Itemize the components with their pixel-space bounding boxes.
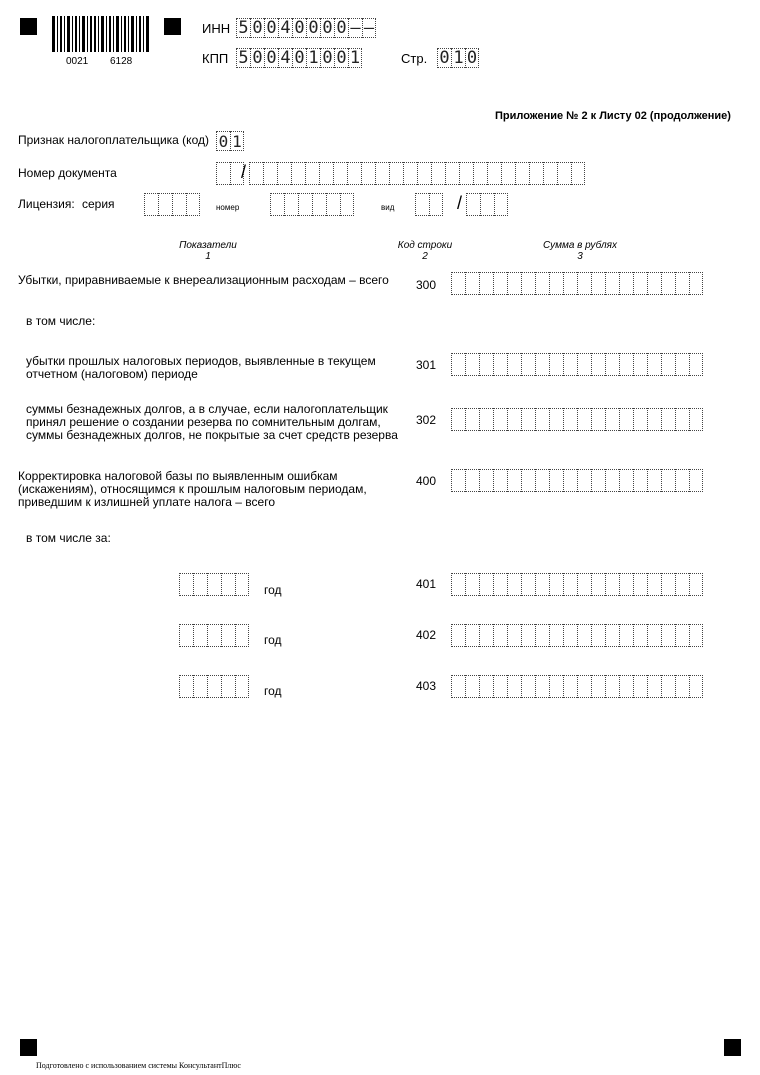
amount-cell[interactable] [521,573,535,596]
amount-cell[interactable] [521,469,535,492]
amount-cell[interactable] [619,272,633,295]
row-401-year-cells [179,573,249,596]
col2-header [385,240,465,262]
amount-cell[interactable] [647,353,661,376]
doc-number-cell[interactable] [305,162,319,185]
amount-cell[interactable] [647,573,661,596]
col1-number: 1 [205,251,211,262]
doc-number-cell[interactable] [277,162,291,185]
year-cell[interactable] [235,675,249,698]
amount-cell[interactable] [465,624,479,647]
amount-cell[interactable] [689,408,703,431]
amount-cell[interactable] [591,675,605,698]
amount-cell[interactable] [451,675,465,698]
doc-number-cell[interactable] [487,162,501,185]
amount-cell[interactable] [465,408,479,431]
amount-cell[interactable] [591,408,605,431]
doc-number-cell[interactable] [347,162,361,185]
doc-number-cell[interactable] [319,162,333,185]
amount-cell[interactable] [591,573,605,596]
row-302-line3: суммы безнадежных долгов, не покрытые за счет средств резерва [26,428,398,442]
doc-number-cell[interactable] [431,162,445,185]
amount-cell[interactable] [479,353,493,376]
amount-cell[interactable] [507,408,521,431]
amount-cell[interactable] [549,624,563,647]
amount-cell[interactable] [563,624,577,647]
amount-cell[interactable] [535,469,549,492]
amount-cell[interactable] [465,272,479,295]
amount-cell[interactable] [647,675,661,698]
col1-title: Показатели [179,240,237,251]
year-cell[interactable] [235,624,249,647]
kpp-label: КПП [202,51,229,66]
license-number-cell[interactable] [270,193,284,216]
doc-number-cell[interactable] [216,162,230,185]
row-302-line1: суммы безнадежных долгов, а в случае, если налогоплательщик [26,402,388,416]
amount-cell[interactable] [507,469,521,492]
amount-cell[interactable] [577,272,591,295]
amount-cell[interactable] [605,408,619,431]
amount-cell[interactable] [549,272,563,295]
amount-cell[interactable] [647,624,661,647]
amount-cell[interactable] [633,469,647,492]
year-cell[interactable] [221,624,235,647]
amount-cell[interactable] [675,408,689,431]
page-cell[interactable]: 0 [437,48,451,68]
year-cell[interactable] [235,573,249,596]
row-300-code: 300 [416,278,437,292]
row-302-amount [451,408,703,431]
inn-cell[interactable]: 4 [278,18,292,38]
license-type-cell[interactable] [429,193,443,216]
amount-cell[interactable] [605,624,619,647]
amount-cell[interactable] [451,624,465,647]
amount-cell[interactable] [493,675,507,698]
amount-cell[interactable] [521,353,535,376]
amount-cell[interactable] [507,272,521,295]
amount-cell[interactable] [465,469,479,492]
doc-number-cell[interactable] [417,162,431,185]
inn-cell[interactable]: 0 [292,18,306,38]
amount-cell[interactable] [521,675,535,698]
inn-cell[interactable]: 0 [320,18,334,38]
barcode-left-number: 0021 [66,56,89,67]
license-label: Лицензия: [18,197,75,211]
taxpayer-sign-cells [216,131,244,151]
col3-number: 3 [577,251,583,262]
amount-cell[interactable] [619,469,633,492]
doc-number-cell[interactable] [515,162,529,185]
amount-cell[interactable] [479,624,493,647]
kpp-cell[interactable]: 0 [250,48,264,68]
license-number-cells [270,193,354,216]
appendix-title: Приложение № 2 к Листу 02 (продолжение) [495,110,731,122]
col3-title: Сумма в рублях [543,240,617,251]
amount-cell[interactable] [619,573,633,596]
doc-number-cell[interactable] [459,162,473,185]
amount-cell[interactable] [605,272,619,295]
page-cells [437,48,479,68]
amount-cell[interactable] [633,624,647,647]
amount-cell[interactable] [647,408,661,431]
amount-cell[interactable] [493,469,507,492]
corner-marker-bottom-left [20,1039,37,1056]
license-type-cell[interactable] [466,193,480,216]
doc-number-cell[interactable] [291,162,305,185]
doc-number-cell[interactable] [543,162,557,185]
amount-cell[interactable] [605,353,619,376]
amount-cell[interactable] [451,469,465,492]
amount-cell[interactable] [507,624,521,647]
amount-cell[interactable] [549,353,563,376]
amount-cell[interactable] [661,573,675,596]
amount-cell[interactable] [591,624,605,647]
amount-cell[interactable] [577,573,591,596]
taxpayer-sign-cell[interactable]: 0 [216,131,230,151]
license-series-cells [144,193,200,216]
amount-cell[interactable] [605,573,619,596]
license-number-cell[interactable] [340,193,354,216]
license-series-cell[interactable] [144,193,158,216]
amount-cell[interactable] [619,675,633,698]
amount-cell[interactable] [479,573,493,596]
row-403-year-label: год [264,684,282,698]
kpp-cell[interactable]: 5 [236,48,250,68]
amount-cell[interactable] [689,353,703,376]
row-403-year-cells [179,675,249,698]
col2-title: Код строки [397,240,453,251]
amount-cell[interactable] [563,272,577,295]
row-400-line3: приведшим к излишней уплате налога – всего [18,495,275,509]
amount-cell[interactable] [633,573,647,596]
amount-cell[interactable] [493,272,507,295]
amount-cell[interactable] [661,408,675,431]
row-402-year-cells [179,624,249,647]
row-301-line1: убытки прошлых налоговых периодов, выявленные в текущем [26,354,376,368]
kpp-cell[interactable]: 0 [264,48,278,68]
amount-cell[interactable] [493,353,507,376]
row-400-line1: Корректировка налоговой базы по выявленным ошибкам [18,469,338,483]
license-number-label: номер [216,203,240,212]
taxpayer-sign-cell[interactable]: 1 [230,131,244,151]
doc-number-cell[interactable] [361,162,375,185]
amount-cell[interactable] [563,469,577,492]
amount-cell[interactable] [619,353,633,376]
amount-cell[interactable] [549,408,563,431]
doc-number-cell[interactable] [473,162,487,185]
license-number-cell[interactable] [284,193,298,216]
kpp-cell[interactable]: 1 [349,48,361,68]
amount-cell[interactable] [675,353,689,376]
amount-cell[interactable] [633,675,647,698]
amount-cell[interactable] [521,408,535,431]
amount-cell[interactable] [465,675,479,698]
inn-cell[interactable]: – [348,18,362,38]
row-403-code: 403 [416,679,437,693]
amount-cell[interactable] [619,624,633,647]
inn-cell[interactable]: 0 [306,18,320,38]
doc-number-cell[interactable] [403,162,417,185]
including-label-2: в том числе за: [26,531,111,545]
license-series-cell[interactable] [158,193,172,216]
inn-cell[interactable]: 0 [250,18,264,38]
doc-number-cell[interactable] [375,162,389,185]
kpp-cells [236,48,362,68]
row-301-code: 301 [416,358,437,372]
inn-cell[interactable]: 0 [334,18,348,38]
col3-header [520,240,640,262]
amount-cell[interactable] [521,272,535,295]
kpp-cell[interactable]: 0 [320,48,334,68]
row-400-code: 400 [416,474,437,488]
taxpayer-sign-label: Признак налогоплательщика (код) [18,133,209,147]
year-cell[interactable] [179,624,193,647]
including-label-1: в том числе: [26,314,96,328]
license-series-cell[interactable] [172,193,186,216]
year-cell[interactable] [221,675,235,698]
year-cell[interactable] [207,624,221,647]
year-cell[interactable] [193,624,207,647]
row-401-code: 401 [416,577,437,591]
license-number-cell[interactable] [312,193,326,216]
amount-cell[interactable] [633,408,647,431]
page-cell[interactable]: 1 [451,48,465,68]
row-302-code: 302 [416,413,437,427]
doc-number-cell[interactable] [333,162,347,185]
amount-cell[interactable] [619,408,633,431]
amount-cell[interactable] [633,272,647,295]
amount-cell[interactable] [661,272,675,295]
license-series-cell[interactable] [186,193,200,216]
amount-cell[interactable] [591,272,605,295]
amount-cell[interactable] [563,353,577,376]
amount-cell[interactable] [535,675,549,698]
license-type-cell[interactable] [415,193,429,216]
amount-cell[interactable] [577,469,591,492]
license-number-cell[interactable] [298,193,312,216]
amount-cell[interactable] [689,573,703,596]
doc-number-cell[interactable] [249,162,263,185]
year-cell[interactable] [193,573,207,596]
amount-cell[interactable] [591,469,605,492]
amount-cell[interactable] [675,573,689,596]
amount-cell[interactable] [689,624,703,647]
amount-cell[interactable] [689,272,703,295]
amount-cell[interactable] [633,353,647,376]
kpp-cell[interactable]: 0 [334,48,348,68]
corner-marker-top-right [164,18,181,35]
doc-number-cell[interactable] [445,162,459,185]
license-type-slash: / [457,193,463,213]
amount-cell[interactable] [647,469,661,492]
year-cell[interactable] [193,675,207,698]
license-series-label: серия [82,197,115,211]
inn-cells [236,18,376,38]
amount-cell[interactable] [647,272,661,295]
row-302-line2: принял решение о создании резерва по сомнительным долгам, [26,415,381,429]
year-cell[interactable] [179,573,193,596]
amount-cell[interactable] [661,675,675,698]
row-403-amount [451,675,703,698]
amount-cell[interactable] [507,353,521,376]
amount-cell[interactable] [577,408,591,431]
row-301-amount [451,353,703,376]
amount-cell[interactable] [493,573,507,596]
inn-label: ИНН [202,21,231,36]
inn-cell[interactable]: – [363,18,375,38]
amount-cell[interactable] [549,675,563,698]
amount-cell[interactable] [451,353,465,376]
amount-cell[interactable] [675,624,689,647]
amount-cell[interactable] [465,573,479,596]
amount-cell[interactable] [535,624,549,647]
row-402-code: 402 [416,628,437,642]
amount-cell[interactable] [661,624,675,647]
amount-cell[interactable] [563,675,577,698]
row-401-amount [451,573,703,596]
row-400-amount [451,469,703,492]
kpp-cell[interactable]: 0 [292,48,306,68]
doc-number-cell[interactable] [557,162,571,185]
license-type-cell[interactable] [480,193,494,216]
amount-cell[interactable] [479,408,493,431]
barcode-right-number: 6128 [110,56,133,67]
doc-number-cell[interactable] [501,162,515,185]
page-label: Стр. [401,51,428,66]
amount-cell[interactable] [493,624,507,647]
amount-cell[interactable] [493,408,507,431]
amount-cell[interactable] [689,675,703,698]
page-cell[interactable]: 0 [466,48,478,68]
row-300-amount [451,272,703,295]
amount-cell[interactable] [661,353,675,376]
amount-cell[interactable] [549,469,563,492]
amount-cell[interactable] [563,408,577,431]
amount-cell[interactable] [507,573,521,596]
doc-number-cell[interactable] [389,162,403,185]
barcode [50,16,150,52]
amount-cell[interactable] [605,469,619,492]
footer-note: Подготовлено с использованием системы КонсультантПлюс [36,1061,241,1070]
amount-cell[interactable] [675,469,689,492]
amount-cell[interactable] [451,408,465,431]
amount-cell[interactable] [451,573,465,596]
year-cell[interactable] [179,675,193,698]
col1-header [150,240,266,262]
row-402-year-label: год [264,633,282,647]
doc-number-cell[interactable] [263,162,277,185]
kpp-cell[interactable]: 1 [306,48,320,68]
row-402-amount [451,624,703,647]
row-401-year-label: год [264,583,282,597]
doc-number-cell[interactable] [529,162,543,185]
year-cell[interactable] [207,573,221,596]
year-cell[interactable] [221,573,235,596]
amount-cell[interactable] [549,573,563,596]
amount-cell[interactable] [577,675,591,698]
doc-number-label: Номер документа [18,166,117,180]
amount-cell[interactable] [577,624,591,647]
row-300-text: Убытки, приравниваемые к внереализационным расходам – всего [18,273,389,287]
amount-cell[interactable] [479,675,493,698]
year-cell[interactable] [207,675,221,698]
amount-cell[interactable] [591,353,605,376]
amount-cell[interactable] [563,573,577,596]
row-301-line2: отчетном (налоговом) периоде [26,367,198,381]
amount-cell[interactable] [465,353,479,376]
amount-cell[interactable] [507,675,521,698]
col2-number: 2 [422,251,428,262]
kpp-cell[interactable]: 4 [278,48,292,68]
license-number-cell[interactable] [326,193,340,216]
amount-cell[interactable] [535,408,549,431]
inn-cell[interactable]: 0 [264,18,278,38]
doc-number-cells-left [216,162,247,185]
license-type-cells-right [466,193,508,216]
row-400-line2: (искажениям), относящимся к прошлым налоговым периодам, [18,482,367,496]
amount-cell[interactable] [535,272,549,295]
corner-marker-bottom-right [724,1039,741,1056]
amount-cell[interactable] [451,272,465,295]
license-type-label: вид [381,203,395,212]
amount-cell[interactable] [675,272,689,295]
license-type-cells-left [415,193,443,216]
doc-number-slash: / [241,162,247,182]
inn-cell[interactable]: 5 [236,18,250,38]
corner-marker-top-left [20,18,37,35]
amount-cell[interactable] [479,469,493,492]
amount-cell[interactable] [577,353,591,376]
amount-cell[interactable] [479,272,493,295]
amount-cell[interactable] [535,353,549,376]
doc-number-cells-right [249,162,585,185]
doc-number-cell[interactable] [571,162,585,185]
amount-cell[interactable] [675,675,689,698]
amount-cell[interactable] [661,469,675,492]
amount-cell[interactable] [689,469,703,492]
license-type-cell[interactable] [494,193,508,216]
amount-cell[interactable] [521,624,535,647]
amount-cell[interactable] [605,675,619,698]
amount-cell[interactable] [535,573,549,596]
